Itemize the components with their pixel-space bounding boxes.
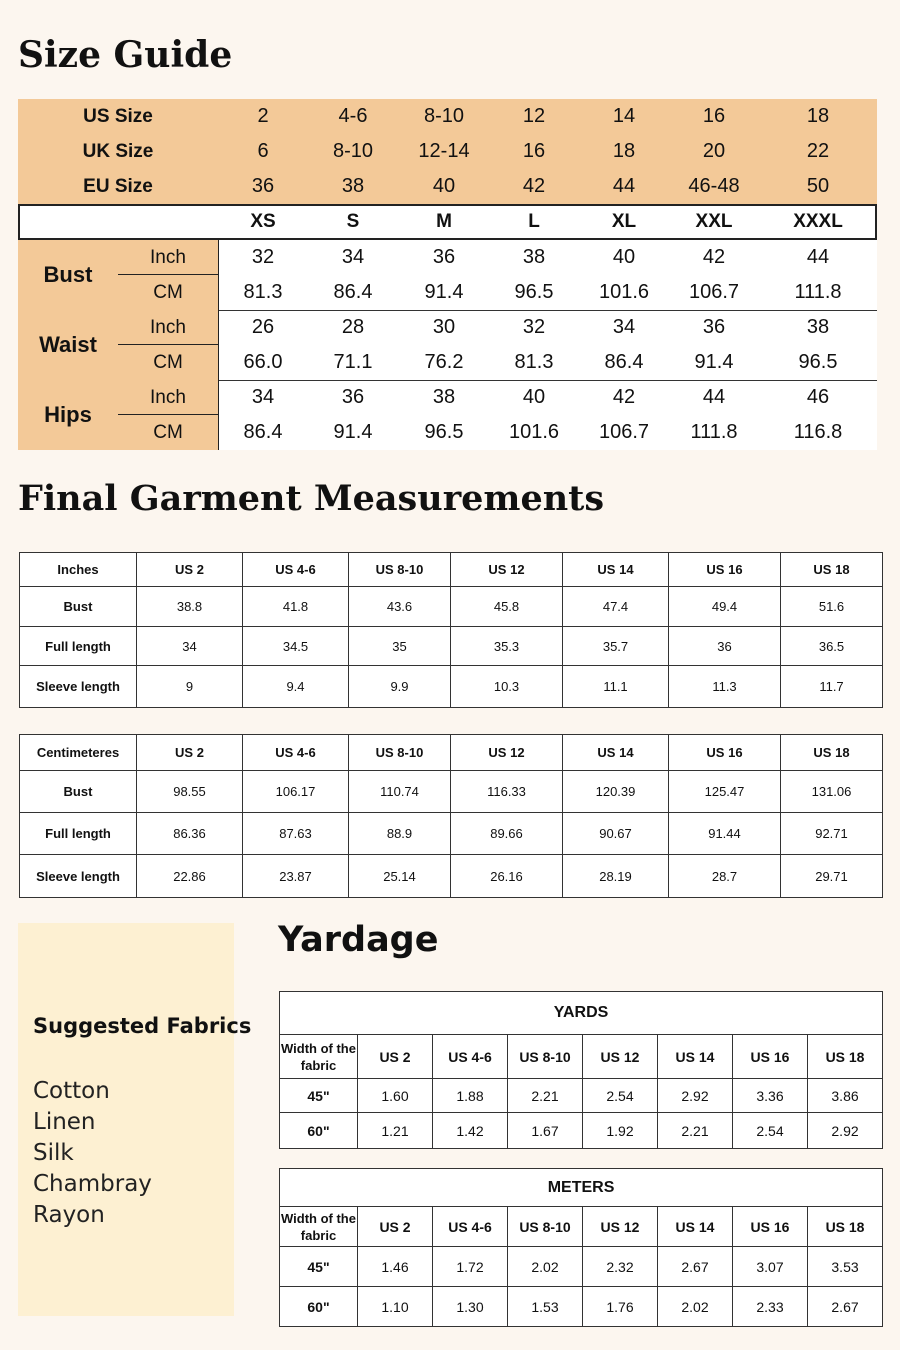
table-cell: 3.86 — [808, 1079, 883, 1113]
measure-value: 81.3 — [243, 281, 283, 303]
table-cell: 86.36 — [137, 813, 243, 855]
table-cell: 125.47 — [669, 771, 781, 813]
column-header: US 18 — [808, 1035, 883, 1079]
table-cell: 110.74 — [349, 771, 451, 813]
column-header: US 14 — [658, 1035, 733, 1079]
table-cell: 106.17 — [243, 771, 349, 813]
measure-value: 44 — [806, 246, 830, 268]
suggested-fabrics-panel — [18, 923, 252, 1316]
table-cell: 49.4 — [669, 587, 781, 627]
table-cell: 3.07 — [733, 1247, 808, 1287]
letter-size-row — [18, 204, 877, 240]
unit-divider — [118, 274, 218, 275]
table-cell: 41.8 — [243, 587, 349, 627]
row-label: Sleeve length — [20, 855, 137, 898]
table-cell: 11.1 — [563, 666, 669, 708]
measure-value: 91.4 — [694, 351, 734, 373]
unit-divider — [118, 344, 218, 345]
row-label: 45" — [280, 1247, 358, 1287]
column-header: US 2 — [137, 735, 243, 771]
column-header: US 16 — [669, 735, 781, 771]
table-cell: 1.42 — [433, 1113, 508, 1149]
size-region-value: 38 — [341, 175, 365, 197]
table-cell: 1.21 — [358, 1113, 433, 1149]
size-region-value: 40 — [432, 175, 456, 197]
table-cell: 35 — [349, 627, 451, 666]
letter-size: XS — [250, 211, 276, 232]
column-divider — [218, 310, 219, 380]
table-cell: 1.72 — [433, 1247, 508, 1287]
table-cell: 1.67 — [508, 1113, 583, 1149]
table-cell: 2.54 — [583, 1079, 658, 1113]
size-region-value: 16 — [702, 105, 726, 127]
table-cell: 11.3 — [669, 666, 781, 708]
size-region-value: 42 — [522, 175, 546, 197]
row-label: Bust — [20, 587, 137, 627]
letter-size: XXXL — [793, 211, 843, 232]
column-header: US 14 — [658, 1207, 733, 1247]
measure-group-hips — [18, 380, 877, 450]
table-corner-label: Width of the fabric — [280, 1035, 358, 1079]
table-cell: 88.9 — [349, 813, 451, 855]
column-header: US 8-10 — [349, 553, 451, 587]
column-header: US 8-10 — [349, 735, 451, 771]
table-cell: 1.92 — [583, 1113, 658, 1149]
column-header: US 16 — [733, 1035, 808, 1079]
column-header: US 4-6 — [433, 1035, 508, 1079]
measure-value: 26 — [251, 316, 275, 338]
table-cell: 2.32 — [583, 1247, 658, 1287]
letter-size: M — [436, 211, 452, 232]
measure-value: 81.3 — [514, 351, 554, 373]
column-header: US 16 — [669, 553, 781, 587]
table-cell: 1.60 — [358, 1079, 433, 1113]
letter-size: L — [528, 211, 540, 232]
column-header: US 4-6 — [243, 735, 349, 771]
measure-group-header — [18, 310, 218, 380]
measure-value: 34 — [251, 386, 275, 408]
measure-value: 101.6 — [508, 421, 560, 443]
table-cell: 131.06 — [781, 771, 883, 813]
table-row — [280, 1079, 883, 1113]
table-cell: 22.86 — [137, 855, 243, 898]
fabric-item: Cotton — [33, 1078, 110, 1104]
measure-value: 30 — [432, 316, 456, 338]
table-cell: 1.46 — [358, 1247, 433, 1287]
table-cell: 1.76 — [583, 1287, 658, 1327]
measure-value: 34 — [612, 316, 636, 338]
yardage-meters-table — [279, 1168, 883, 1327]
table-cell: 2.92 — [658, 1079, 733, 1113]
fabric-item: Rayon — [33, 1202, 105, 1228]
measure-value: 36 — [432, 246, 456, 268]
measure-unit-label: Inch — [150, 247, 186, 268]
measure-value: 36 — [341, 386, 365, 408]
measure-unit-label: Inch — [150, 317, 186, 338]
table-row — [20, 771, 883, 813]
measure-value: 86.4 — [243, 421, 283, 443]
table-cell: 2.67 — [808, 1287, 883, 1327]
table-row — [280, 1287, 883, 1327]
table-cell: 28.7 — [669, 855, 781, 898]
table-cell: 98.55 — [137, 771, 243, 813]
fabric-item: Silk — [33, 1140, 74, 1166]
table-cell: 36.5 — [781, 627, 883, 666]
size-region-value: 18 — [806, 105, 830, 127]
table-caption-row — [280, 992, 883, 1035]
measure-value: 42 — [612, 386, 636, 408]
table-cell: 116.33 — [451, 771, 563, 813]
measure-value: 32 — [522, 316, 546, 338]
size-region-value: 50 — [806, 175, 830, 197]
size-region-value: 12-14 — [418, 140, 470, 162]
column-header: US 8-10 — [508, 1207, 583, 1247]
size-region-value: 14 — [612, 105, 636, 127]
table-cell: 34.5 — [243, 627, 349, 666]
measure-value: 86.4 — [333, 281, 373, 303]
row-label: Sleeve length — [20, 666, 137, 708]
size-region-value: 12 — [522, 105, 546, 127]
measure-value: 32 — [251, 246, 275, 268]
table-cell: 2.21 — [658, 1113, 733, 1149]
table-cell: 51.6 — [781, 587, 883, 627]
table-cell: 87.63 — [243, 813, 349, 855]
column-header: US 2 — [358, 1035, 433, 1079]
table-header-row — [20, 735, 883, 771]
size-region-value: 20 — [702, 140, 726, 162]
size-region-row — [18, 99, 877, 134]
table-corner-label: Width of the fabric — [280, 1207, 358, 1247]
table-cell: 10.3 — [451, 666, 563, 708]
table-cell: 3.36 — [733, 1079, 808, 1113]
table-row — [20, 587, 883, 627]
measure-value: 66.0 — [243, 351, 283, 373]
size-region-value: 8-10 — [332, 140, 374, 162]
table-cell: 11.7 — [781, 666, 883, 708]
table-caption: METERS — [280, 1169, 883, 1207]
table-cell: 1.10 — [358, 1287, 433, 1327]
measure-value: 40 — [612, 246, 636, 268]
size-region-label: US Size — [83, 106, 153, 127]
table-header-row — [280, 1035, 883, 1079]
letter-size: XXL — [695, 211, 733, 232]
table-cell: 28.19 — [563, 855, 669, 898]
letter-size: S — [346, 211, 360, 232]
column-header: US 18 — [808, 1207, 883, 1247]
measure-value: 96.5 — [798, 351, 838, 373]
table-caption: YARDS — [280, 992, 883, 1035]
column-header: US 4-6 — [433, 1207, 508, 1247]
table-row — [20, 666, 883, 708]
column-header: US 12 — [583, 1035, 658, 1079]
measure-value: 91.4 — [424, 281, 464, 303]
size-region-value: 2 — [257, 105, 269, 127]
column-header: US 12 — [583, 1207, 658, 1247]
measure-group-name: Hips — [44, 402, 92, 427]
suggested-fabrics-title: Suggested Fabrics — [33, 1014, 252, 1038]
measure-value: 86.4 — [604, 351, 644, 373]
size-region-value: 6 — [257, 140, 269, 162]
column-header: US 18 — [781, 553, 883, 587]
measure-value: 91.4 — [333, 421, 373, 443]
size-region-value: 4-6 — [338, 105, 368, 127]
measure-value: 71.1 — [333, 351, 373, 373]
table-cell: 2.02 — [658, 1287, 733, 1327]
size-guide-table — [18, 99, 877, 449]
table-cell: 91.44 — [669, 813, 781, 855]
table-cell: 2.54 — [733, 1113, 808, 1149]
measure-value: 38 — [806, 316, 830, 338]
garment-inches-table — [19, 552, 883, 708]
column-header: US 18 — [781, 735, 883, 771]
size-region-row — [18, 134, 877, 169]
size-region-value: 46-48 — [688, 175, 740, 197]
table-cell: 2.02 — [508, 1247, 583, 1287]
table-row — [20, 627, 883, 666]
size-region-row — [18, 169, 877, 204]
measure-value: 38 — [522, 246, 546, 268]
garment-cm-table — [19, 734, 883, 898]
measure-unit-label: CM — [153, 352, 183, 373]
measure-value: 28 — [341, 316, 365, 338]
measure-value: 106.7 — [598, 421, 650, 443]
table-cell: 89.66 — [451, 813, 563, 855]
column-divider — [218, 380, 219, 450]
group-divider — [218, 380, 877, 381]
table-cell: 23.87 — [243, 855, 349, 898]
measure-value: 36 — [702, 316, 726, 338]
column-header: US 14 — [563, 735, 669, 771]
table-cell: 1.53 — [508, 1287, 583, 1327]
size-region-value: 8-10 — [423, 105, 465, 127]
group-divider — [218, 310, 877, 311]
table-row — [280, 1247, 883, 1287]
measure-value: 46 — [806, 386, 830, 408]
row-label: Bust — [20, 771, 137, 813]
column-header: US 16 — [733, 1207, 808, 1247]
table-cell: 36 — [669, 627, 781, 666]
table-cell: 29.71 — [781, 855, 883, 898]
table-cell: 120.39 — [563, 771, 669, 813]
measure-value: 101.6 — [598, 281, 650, 303]
measure-group-name: Bust — [43, 262, 93, 287]
table-cell: 34 — [137, 627, 243, 666]
table-cell: 2.21 — [508, 1079, 583, 1113]
table-cell: 9.9 — [349, 666, 451, 708]
row-label: 60" — [280, 1113, 358, 1149]
table-corner-label: Centimeteres — [20, 735, 137, 771]
measure-value: 111.8 — [794, 281, 842, 303]
table-cell: 90.67 — [563, 813, 669, 855]
table-cell: 3.53 — [808, 1247, 883, 1287]
measure-value: 38 — [432, 386, 456, 408]
measure-value: 96.5 — [514, 281, 554, 303]
size-guide-title: Size Guide — [18, 34, 233, 76]
column-divider — [218, 240, 219, 310]
measure-value: 40 — [522, 386, 546, 408]
yardage-yards-table — [279, 991, 883, 1149]
measure-value: 42 — [702, 246, 726, 268]
measure-value: 96.5 — [424, 421, 464, 443]
letter-size: XL — [611, 211, 637, 232]
measure-unit-label: CM — [153, 282, 183, 303]
column-header: US 8-10 — [508, 1035, 583, 1079]
row-label: 60" — [280, 1287, 358, 1327]
column-header: US 4-6 — [243, 553, 349, 587]
size-region-value: 22 — [806, 140, 830, 162]
fabric-item: Chambray — [33, 1171, 152, 1197]
table-row — [20, 813, 883, 855]
column-header: US 2 — [137, 553, 243, 587]
size-region-value: 36 — [251, 175, 275, 197]
measure-group-waist — [18, 310, 877, 380]
measure-group-bust — [18, 240, 877, 310]
size-region-label: UK Size — [82, 141, 154, 162]
table-cell: 9 — [137, 666, 243, 708]
measure-value: 116.8 — [793, 421, 843, 443]
yardage-title: Yardage — [278, 920, 439, 960]
table-cell: 35.7 — [563, 627, 669, 666]
table-cell: 26.16 — [451, 855, 563, 898]
table-row — [280, 1113, 883, 1149]
table-cell: 35.3 — [451, 627, 563, 666]
size-region-value: 18 — [612, 140, 636, 162]
column-header: US 12 — [451, 553, 563, 587]
table-cell: 2.92 — [808, 1113, 883, 1149]
table-cell: 1.30 — [433, 1287, 508, 1327]
size-region-label: EU Size — [83, 176, 153, 197]
table-header-row — [280, 1207, 883, 1247]
table-cell: 92.71 — [781, 813, 883, 855]
measure-value: 111.8 — [690, 421, 738, 443]
measure-group-header — [18, 380, 218, 450]
table-cell: 9.4 — [243, 666, 349, 708]
size-region-value: 16 — [522, 140, 546, 162]
column-header: US 12 — [451, 735, 563, 771]
final-garment-title: Final Garment Measurements — [18, 478, 605, 519]
table-cell: 45.8 — [451, 587, 563, 627]
table-cell: 43.6 — [349, 587, 451, 627]
table-cell: 1.88 — [433, 1079, 508, 1113]
column-header: US 2 — [358, 1207, 433, 1247]
measure-group-name: Waist — [39, 332, 97, 357]
column-header: US 14 — [563, 553, 669, 587]
unit-divider — [118, 414, 218, 415]
table-corner-label: Inches — [20, 553, 137, 587]
table-row — [20, 855, 883, 898]
table-cell: 47.4 — [563, 587, 669, 627]
measure-value: 106.7 — [688, 281, 740, 303]
table-cell: 38.8 — [137, 587, 243, 627]
row-label: Full length — [20, 627, 137, 666]
row-label: 45" — [280, 1079, 358, 1113]
table-caption-row — [280, 1169, 883, 1207]
row-label: Full length — [20, 813, 137, 855]
table-cell: 25.14 — [349, 855, 451, 898]
fabric-item: Linen — [33, 1109, 96, 1135]
measure-unit-label: Inch — [150, 387, 186, 408]
fabric-list — [33, 1076, 152, 1231]
measure-value: 76.2 — [424, 351, 464, 373]
measure-group-header — [18, 240, 218, 310]
size-region-header — [18, 99, 877, 204]
measure-unit-label: CM — [153, 422, 183, 443]
measure-value: 34 — [341, 246, 365, 268]
size-region-value: 44 — [612, 175, 636, 197]
table-header-row — [20, 553, 883, 587]
table-cell: 2.67 — [658, 1247, 733, 1287]
table-cell: 2.33 — [733, 1287, 808, 1327]
measure-value: 44 — [702, 386, 726, 408]
